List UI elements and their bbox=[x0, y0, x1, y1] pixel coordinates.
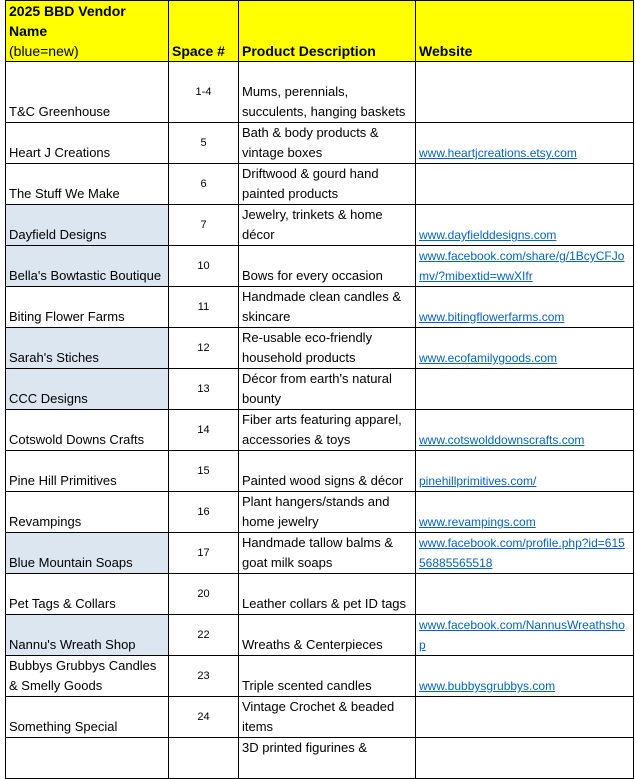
table-row bbox=[6, 615, 634, 656]
vendor-name-cell: Nannu's Wreath Shop bbox=[6, 615, 169, 656]
product-cell: 3D printed figurines & bbox=[239, 738, 416, 779]
table-row bbox=[6, 492, 634, 533]
space-cell: 13 bbox=[169, 369, 239, 410]
space-cell: 10 bbox=[169, 246, 239, 287]
table-row bbox=[6, 369, 634, 410]
website-cell bbox=[416, 615, 634, 656]
vendor-name-cell: Biting Flower Farms bbox=[6, 287, 169, 328]
space-cell: 16 bbox=[169, 492, 239, 533]
vendor-table bbox=[5, 0, 634, 779]
product-cell: Décor from earth's natural bounty bbox=[239, 369, 416, 410]
website-cell bbox=[416, 123, 634, 164]
website-cell bbox=[416, 697, 634, 738]
website-link[interactable]: www.dayfielddesigns.com bbox=[419, 228, 557, 242]
table-row bbox=[6, 656, 634, 697]
website-cell bbox=[416, 410, 634, 451]
product-cell: Leather collars & pet ID tags bbox=[239, 574, 416, 615]
vendor-name-cell: Heart J Creations bbox=[6, 123, 169, 164]
vendor-name-cell: T&C Greenhouse bbox=[6, 62, 169, 123]
header-vendor-title: 2025 BBD Vendor Name bbox=[9, 3, 126, 39]
table-row bbox=[6, 205, 634, 246]
header-row bbox=[6, 1, 634, 62]
table-row bbox=[6, 738, 634, 779]
space-cell: 5 bbox=[169, 123, 239, 164]
table-row bbox=[6, 697, 634, 738]
space-cell: 22 bbox=[169, 615, 239, 656]
space-cell: 11 bbox=[169, 287, 239, 328]
space-cell: 17 bbox=[169, 533, 239, 574]
website-cell bbox=[416, 369, 634, 410]
vendor-name-cell: Pine Hill Primitives bbox=[6, 451, 169, 492]
space-cell: 15 bbox=[169, 451, 239, 492]
product-cell: Handmade clean candles & skincare bbox=[239, 287, 416, 328]
table-row bbox=[6, 62, 634, 123]
website-link[interactable]: www.facebook.com/share/g/1BcyCFJomv/?mibextid=wwXIfr bbox=[419, 249, 625, 283]
vendor-name-cell: Bubbys Grubbys Candles & Smelly Goods bbox=[6, 656, 169, 697]
header-vendor-note: (blue=new) bbox=[9, 43, 79, 59]
website-cell bbox=[416, 533, 634, 574]
website-cell bbox=[416, 451, 634, 492]
website-cell bbox=[416, 328, 634, 369]
product-cell: Re-usable eco-friendly household products bbox=[239, 328, 416, 369]
space-cell: 24 bbox=[169, 697, 239, 738]
table-row bbox=[6, 328, 634, 369]
website-cell bbox=[416, 205, 634, 246]
vendor-name-cell: Blue Mountain Soaps bbox=[6, 533, 169, 574]
website-link[interactable]: www.bubbysgrubbys.com bbox=[419, 679, 556, 693]
website-cell bbox=[416, 164, 634, 205]
website-cell bbox=[416, 62, 634, 123]
vendor-name-cell: Sarah's Stiches bbox=[6, 328, 169, 369]
vendor-name-cell: CCC Designs bbox=[6, 369, 169, 410]
website-link[interactable]: www.bitingflowerfarms.com bbox=[419, 310, 565, 324]
website-link[interactable]: www.facebook.com/profile.php?id=61556885565518 bbox=[419, 536, 625, 570]
table-row bbox=[6, 246, 634, 287]
product-cell: Handmade tallow balms & goat milk soaps bbox=[239, 533, 416, 574]
website-cell bbox=[416, 246, 634, 287]
space-cell: 12 bbox=[169, 328, 239, 369]
website-cell bbox=[416, 656, 634, 697]
space-cell: 14 bbox=[169, 410, 239, 451]
product-cell: Driftwood & gourd hand painted products bbox=[239, 164, 416, 205]
website-cell bbox=[416, 492, 634, 533]
website-link[interactable]: www.cotswolddownscrafts.com bbox=[419, 433, 585, 447]
product-cell: Jewelry, trinkets & home décor bbox=[239, 205, 416, 246]
space-cell: 23 bbox=[169, 656, 239, 697]
vendor-name-cell bbox=[6, 738, 169, 779]
website-link[interactable]: www.ecofamilygoods.com bbox=[419, 351, 558, 365]
table-row bbox=[6, 123, 634, 164]
table-row bbox=[6, 287, 634, 328]
product-cell: Plant hangers/stands and home jewelry bbox=[239, 492, 416, 533]
table-row bbox=[6, 451, 634, 492]
header-vendor-name bbox=[6, 1, 169, 62]
website-link[interactable]: www.heartjcreations.etsy.com bbox=[419, 146, 577, 160]
product-cell: Bows for every occasion bbox=[239, 246, 416, 287]
vendor-name-cell: Revampings bbox=[6, 492, 169, 533]
product-cell: Mums, perennials, succulents, hanging baskets bbox=[239, 62, 416, 123]
table-row bbox=[6, 410, 634, 451]
product-cell: Wreaths & Centerpieces bbox=[239, 615, 416, 656]
header-website: Website bbox=[416, 1, 634, 62]
table-row bbox=[6, 574, 634, 615]
space-cell bbox=[169, 738, 239, 779]
website-cell bbox=[416, 287, 634, 328]
vendor-name-cell: Dayfield Designs bbox=[6, 205, 169, 246]
product-cell: Triple scented candles bbox=[239, 656, 416, 697]
vendor-name-cell: The Stuff We Make bbox=[6, 164, 169, 205]
website-cell bbox=[416, 574, 634, 615]
product-cell: Bath & body products & vintage boxes bbox=[239, 123, 416, 164]
vendor-name-cell: Cotswold Downs Crafts bbox=[6, 410, 169, 451]
product-cell: Fiber arts featuring apparel, accessories & toys bbox=[239, 410, 416, 451]
vendor-name-cell: Something Special bbox=[6, 697, 169, 738]
product-cell: Vintage Crochet & beaded items bbox=[239, 697, 416, 738]
website-cell bbox=[416, 738, 634, 779]
table-row bbox=[6, 164, 634, 205]
header-product: Product Description bbox=[239, 1, 416, 62]
space-cell: 7 bbox=[169, 205, 239, 246]
vendor-name-cell: Pet Tags & Collars bbox=[6, 574, 169, 615]
space-cell: 1-4 bbox=[169, 62, 239, 123]
space-cell: 20 bbox=[169, 574, 239, 615]
website-link[interactable]: pinehillprimitives.com/ bbox=[419, 474, 537, 488]
website-link[interactable]: www.facebook.com/NannusWreathshop bbox=[419, 618, 625, 652]
website-link[interactable]: www.revampings.com bbox=[419, 515, 536, 529]
header-space: Space # bbox=[169, 1, 239, 62]
space-cell: 6 bbox=[169, 164, 239, 205]
table-row bbox=[6, 533, 634, 574]
product-cell: Painted wood signs & décor bbox=[239, 451, 416, 492]
vendor-name-cell: Bella's Bowtastic Boutique bbox=[6, 246, 169, 287]
